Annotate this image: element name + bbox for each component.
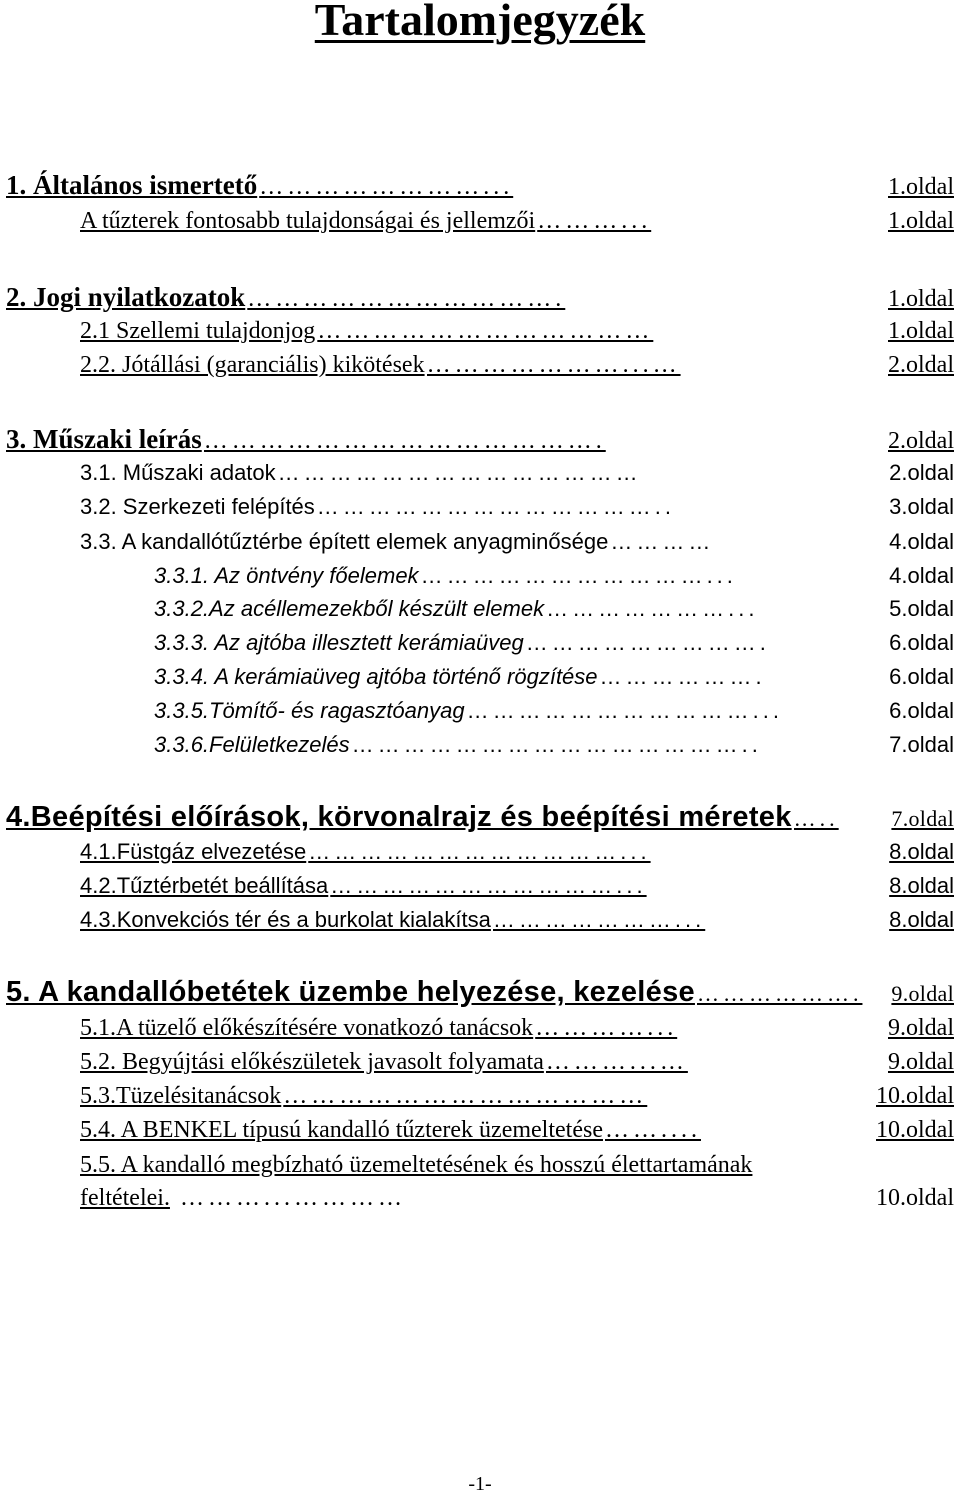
toc-leader: ……………………………... (330, 875, 647, 897)
toc-leader: …………………...… (426, 353, 681, 377)
toc-label: 5.4. A BENKEL típusú kandalló tűzterek üzemeltetése (80, 1117, 603, 1143)
toc-entry-3-2[interactable] (80, 496, 954, 518)
toc-page: 8.oldal (889, 873, 954, 898)
toc-label: 3.3.3. Az ajtóba illesztett kerámiaüveg (154, 630, 524, 655)
toc-page: 5.oldal (889, 596, 954, 621)
toc-label: feltételei. (80, 1185, 170, 1211)
toc-page: 1.oldal (888, 208, 954, 234)
toc-page: 3.oldal (889, 494, 954, 519)
toc-page: 1.oldal (888, 318, 954, 344)
toc-label: 3.1. Műszaki adatok (80, 460, 276, 485)
toc-leader: ……………………... (259, 175, 514, 199)
toc-page: 9.oldal (888, 1049, 954, 1075)
toc-page: 6.oldal (889, 698, 954, 723)
toc-leader: ………...… (545, 1050, 688, 1074)
toc-entry-3-3-2[interactable] (154, 598, 954, 620)
page-number: -1- (468, 1473, 492, 1495)
toc-entry-5-1[interactable] (80, 1016, 954, 1040)
toc-entry-3-3-6[interactable] (154, 734, 954, 756)
toc-leader: ………………………………… (283, 1084, 648, 1108)
toc-label: 4.2.Tűztérbetét beállítása (80, 873, 329, 898)
toc-entry-3-3[interactable] (80, 531, 954, 553)
toc-leader: …………………... (492, 909, 706, 931)
toc-leader: …………………………………… (277, 462, 642, 484)
toc-page: 2.oldal (888, 352, 954, 378)
toc-leader: ………………………. (525, 632, 770, 654)
toc-page: 1.oldal (888, 174, 954, 200)
toc-label: 5.2. Begyújtási előkészületek javasolt folyamata (80, 1049, 544, 1075)
toc-label: 3.3. A kandallótűztérbe épített elemek anyagminősége (80, 529, 609, 554)
toc-label: 3.3.2.Az acéllemezekből készült elemek (154, 596, 545, 621)
toc-leader: ………………………………... (308, 841, 651, 863)
toc-page: 4.oldal (889, 563, 954, 588)
toc-entry-4[interactable] (6, 803, 954, 832)
toc-entry-5[interactable] (6, 978, 954, 1007)
toc-leader: …….... (604, 1118, 701, 1142)
toc-page: 2.oldal (889, 460, 954, 485)
toc-label: 1. Általános ismertető (6, 170, 258, 200)
toc-page: 7.oldal (889, 732, 954, 757)
toc-entry-1a[interactable] (80, 209, 954, 233)
toc-entry-5-5-line1[interactable]: 5.5. A kandalló megbízható üzemeltetésének és hosszú élettartamának (80, 1152, 753, 1178)
toc-label: 2.2. Jótállási (garanciális) kikötések (80, 352, 425, 378)
toc-page: 10.oldal (876, 1083, 954, 1109)
toc-entry-5-5[interactable] (80, 1186, 954, 1210)
toc-entry-3[interactable] (6, 426, 954, 453)
toc-page: 4.oldal (889, 529, 954, 554)
toc-page: 8.oldal (889, 907, 954, 932)
toc-label: 2.1 Szellemi tulajdonjog (80, 318, 316, 344)
toc-page: 2.oldal (888, 428, 954, 454)
toc-label: 4.1.Füstgáz elvezetése (80, 839, 307, 864)
toc-entry-5-3[interactable] (80, 1084, 954, 1108)
toc-entry-4-3[interactable] (80, 909, 954, 931)
toc-label: 3.3.5.Tömítő- és ragasztóanyag (154, 698, 465, 723)
toc-leader: ………………. (599, 666, 766, 688)
toc-entry-3-1[interactable] (80, 462, 954, 484)
toc-leader: ……………………………. (247, 287, 566, 311)
toc-leader: ……………………………... (466, 700, 783, 722)
toc-entry-3-3-5[interactable] (154, 700, 954, 722)
toc-leader: ………... (537, 209, 652, 233)
toc-page: 10.oldal (876, 1117, 954, 1143)
toc-page: 7.oldal (891, 806, 954, 831)
toc-entry-5-2[interactable] (80, 1050, 954, 1074)
toc-entry-2[interactable] (6, 284, 954, 311)
toc-leader: ………………. (696, 983, 863, 1005)
toc-leader: ………… (610, 531, 715, 553)
toc-leader: ………………………………….. (316, 496, 676, 518)
toc-entry-3-3-3[interactable] (154, 632, 954, 654)
toc-leader: ………...………… (179, 1186, 406, 1210)
toc-page: 10.oldal (876, 1185, 954, 1211)
toc-entry-4-2[interactable] (80, 875, 954, 897)
toc-leader: ……………………………... (420, 565, 737, 587)
toc-label: A tűzterek fontosabb tulajdonságai és jellemzői (80, 208, 536, 234)
toc-label: 3. Műszaki leírás (6, 424, 202, 454)
toc-label: 5.1.A tüzelő előkészítésére vonatkozó tanácsok (80, 1015, 534, 1041)
toc-entry-2-1[interactable] (80, 319, 954, 343)
toc-leader: ……………………………………….. (351, 734, 762, 756)
toc-label: 3.3.6.Felületkezelés (154, 732, 350, 757)
toc-entry-5-4[interactable] (80, 1118, 954, 1142)
toc-page: 6.oldal (889, 630, 954, 655)
toc-page: 6.oldal (889, 664, 954, 689)
toc-label: 2. Jogi nyilatkozatok (6, 282, 246, 312)
toc-leader: ….. (793, 808, 839, 830)
toc-label: 3.2. Szerkezeti felépítés (80, 494, 315, 519)
toc-page: 9.oldal (891, 981, 954, 1006)
toc-page: 9.oldal (888, 1015, 954, 1041)
toc-leader: ……………………………… (317, 319, 654, 343)
toc-label: 3.3.4. A kerámiaüveg ajtóba történő rögzítése (154, 664, 598, 689)
toc-entry-3-3-1[interactable] (154, 565, 954, 587)
toc-entry-4-1[interactable] (80, 841, 954, 863)
toc-leader: …………... (535, 1016, 678, 1040)
toc-label: 4.3.Konvekciós tér és a burkolat kialakítsa (80, 907, 491, 932)
toc-entry-3-3-4[interactable] (154, 666, 954, 688)
toc-leader: ……………………………………. (203, 429, 606, 453)
page-title: Tartalomjegyzék (314, 0, 646, 45)
toc-page: 8.oldal (889, 839, 954, 864)
toc-label: 4.Beépítési előírások, körvonalrajz és beépítési méretek (6, 801, 792, 833)
toc-entry-2-2[interactable] (80, 353, 954, 377)
toc-label: 5.3.Tüzelésitanácsok (80, 1083, 282, 1109)
toc-page: 1.oldal (888, 286, 954, 312)
toc-label: 3.3.1. Az öntvény főelemek (154, 563, 419, 588)
toc-label: 5. A kandallóbetétek üzembe helyezése, kezelése (6, 976, 695, 1008)
toc-leader: …………………... (546, 598, 759, 620)
toc-entry-1[interactable] (6, 172, 954, 199)
